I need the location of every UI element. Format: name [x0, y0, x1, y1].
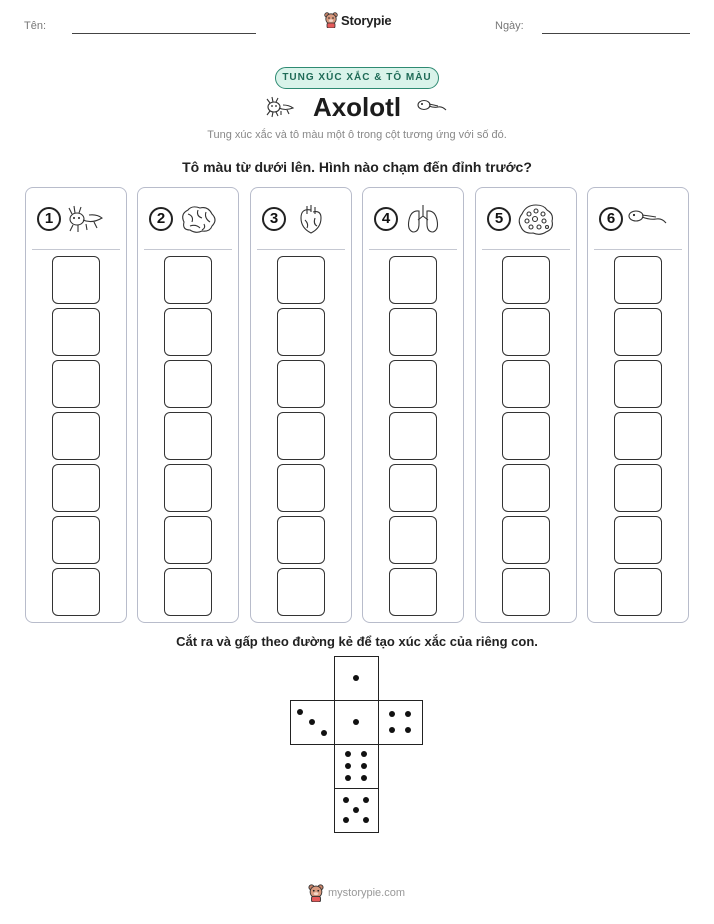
color-box[interactable] [389, 516, 437, 564]
column-5 [475, 187, 577, 623]
die-pip [353, 807, 359, 813]
storypie-logo [324, 12, 391, 28]
date-line[interactable] [542, 33, 690, 34]
die-pip [343, 817, 349, 823]
die-pip [321, 730, 327, 736]
die-pip [345, 775, 351, 781]
subtitle: Tung xúc xắc và tô màu một ô trong cột tương ứng với số đó. [207, 129, 507, 141]
color-box[interactable] [277, 256, 325, 304]
die-face-3 [290, 700, 335, 745]
color-box[interactable] [502, 360, 550, 408]
color-box[interactable] [614, 256, 662, 304]
color-box[interactable] [164, 464, 212, 512]
die-pip [389, 727, 395, 733]
column-header [259, 202, 343, 236]
color-box[interactable] [389, 308, 437, 356]
color-box[interactable] [389, 412, 437, 460]
activity-badge: TUNG XÚC XẮC & TÔ MÀU [275, 67, 439, 89]
color-box[interactable] [52, 568, 100, 616]
cut-instruction: Cắt ra và gấp theo đường kẻ để tạo xúc xắc của riêng con. [176, 634, 538, 649]
column-header [484, 202, 568, 236]
column-divider [257, 249, 345, 250]
die-face-1 [334, 656, 379, 701]
column-number: 1 [37, 207, 61, 231]
color-box[interactable] [164, 360, 212, 408]
color-box[interactable] [164, 256, 212, 304]
color-box[interactable] [52, 256, 100, 304]
die-face-4 [378, 700, 423, 745]
color-box[interactable] [614, 360, 662, 408]
axolotl-icon [64, 202, 108, 236]
color-box[interactable] [502, 308, 550, 356]
color-box[interactable] [389, 256, 437, 304]
color-box[interactable] [502, 464, 550, 512]
color-box[interactable] [52, 412, 100, 460]
column-4 [362, 187, 464, 623]
color-box[interactable] [614, 412, 662, 460]
die-pip [345, 751, 351, 757]
die-pip [389, 711, 395, 717]
color-box[interactable] [502, 516, 550, 564]
footer [308, 884, 405, 902]
die-face-1 [334, 700, 379, 745]
column-2 [137, 187, 239, 623]
column-number: 5 [487, 207, 511, 231]
color-box[interactable] [614, 516, 662, 564]
color-box[interactable] [389, 360, 437, 408]
bear-logo-icon [308, 884, 324, 902]
die-pip [361, 775, 367, 781]
heart-icon [289, 202, 333, 236]
column-number: 4 [374, 207, 398, 231]
column-number: 6 [599, 207, 623, 231]
die-pip [309, 719, 315, 725]
footer-url: mystorypie.com [328, 887, 406, 899]
column-6 [587, 187, 689, 623]
color-box[interactable] [52, 516, 100, 564]
column-header [34, 202, 118, 236]
die-pip [353, 719, 359, 725]
color-box[interactable] [277, 308, 325, 356]
column-divider [144, 249, 232, 250]
color-box[interactable] [164, 412, 212, 460]
name-line[interactable] [72, 33, 256, 34]
column-3 [250, 187, 352, 623]
column-1 [25, 187, 127, 623]
brain-icon [176, 202, 220, 236]
color-box[interactable] [502, 412, 550, 460]
column-divider [594, 249, 682, 250]
column-divider [32, 249, 120, 250]
tadpole-icon [416, 96, 448, 118]
column-divider [369, 249, 457, 250]
date-label: Ngày: [495, 20, 524, 32]
bear-logo-icon [324, 12, 338, 28]
column-header [146, 202, 230, 236]
die-face-5 [334, 788, 379, 833]
die-pip [297, 709, 303, 715]
tadpole-icon [626, 202, 670, 236]
die-pip [353, 675, 359, 681]
color-box[interactable] [164, 516, 212, 564]
color-box[interactable] [277, 464, 325, 512]
color-box[interactable] [164, 308, 212, 356]
color-box[interactable] [502, 256, 550, 304]
color-box[interactable] [52, 308, 100, 356]
column-divider [482, 249, 570, 250]
color-box[interactable] [52, 464, 100, 512]
die-pip [361, 751, 367, 757]
die-pip [405, 711, 411, 717]
die-face-6 [334, 744, 379, 789]
cell-icon [514, 202, 558, 236]
color-box[interactable] [52, 360, 100, 408]
die-pip [363, 817, 369, 823]
color-box[interactable] [277, 568, 325, 616]
column-number: 3 [262, 207, 286, 231]
lungs-icon [401, 202, 445, 236]
die-pip [361, 763, 367, 769]
page-title: Axolotl [312, 92, 402, 122]
die-pip [405, 727, 411, 733]
color-box[interactable] [614, 464, 662, 512]
coloring-instruction: Tô màu từ dưới lên. Hình nào chạm đến đỉnh trước? [182, 159, 532, 175]
color-box[interactable] [614, 308, 662, 356]
name-label: Tên: [24, 20, 47, 32]
color-box[interactable] [389, 464, 437, 512]
die-pip [343, 797, 349, 803]
color-box[interactable] [614, 568, 662, 616]
color-box[interactable] [502, 568, 550, 616]
column-header [596, 202, 680, 236]
color-box[interactable] [164, 568, 212, 616]
color-box[interactable] [389, 568, 437, 616]
die-pip [345, 763, 351, 769]
color-box[interactable] [277, 412, 325, 460]
logo-text: Storypie [341, 12, 392, 28]
die-pip [363, 797, 369, 803]
color-box[interactable] [277, 360, 325, 408]
column-header [371, 202, 455, 236]
column-number: 2 [149, 207, 173, 231]
color-box[interactable] [277, 516, 325, 564]
